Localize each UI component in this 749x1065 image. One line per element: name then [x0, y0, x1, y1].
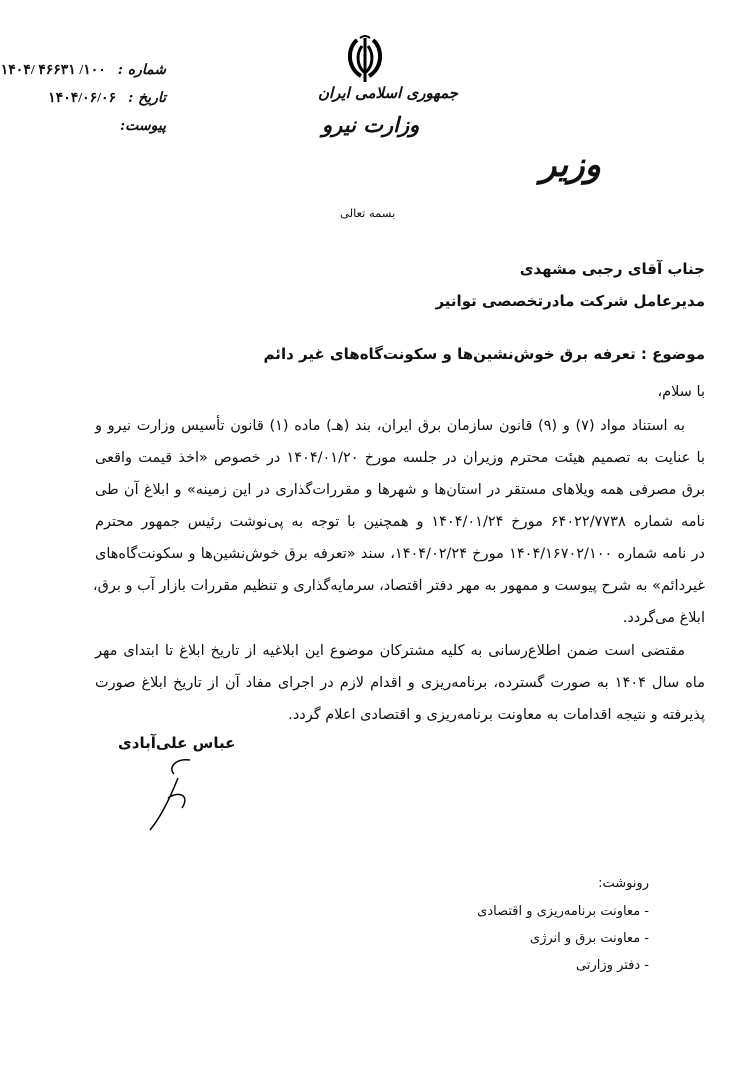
letter-date: ۱۴۰۴/۰۶/۰۶: [48, 91, 117, 106]
letter-number-label: شماره :: [117, 62, 166, 78]
body-line: نامه شماره ۶۴۰۲۲/۷۷۳۸ مورخ ۱۴۰۴/۰۱/۲۴ و همچنین با توجه به پی‌نوشت رئیس جمهور محترم: [95, 514, 706, 530]
body-line: غیردائم» به شرح پیوست و ممهور به مهر دفتر اقتصاد، سرمایه‌گذاری و تنظیم مقررات بازار آب و برق،: [92, 578, 705, 594]
country-name: جمهوری اسلامی ایران: [318, 84, 459, 102]
recipient-name: جناب آقای رجبی مشهدی: [519, 260, 705, 278]
body-line: به استناد مواد (۷) و (۹) قانون سازمان برق ایران، بند (هـ) ماده (۱) قانون تأسیس وزارت نیرو و: [95, 418, 685, 434]
cc-item: - معاونت برنامه‌ریزی و اقتصادی: [477, 904, 649, 919]
body-line: پذیرفته و نتیجه اقدامات به معاونت برنامه‌ریزی و اقتصادی اعلام گردد.: [288, 707, 705, 723]
invocation: بسمه تعالی: [340, 206, 396, 220]
letter-number-row: [1, 62, 166, 79]
letter-number: ۱۴۰۴/ ۴۶۶۳۱ /۱۰۰: [0, 63, 106, 78]
greeting: با سلام،: [657, 384, 705, 400]
attachment-label: پیوست:: [120, 118, 166, 134]
letter-date-label: تاریخ :: [128, 90, 166, 106]
cc-item: - معاونت برق و انرژی: [529, 931, 649, 946]
body-line: برق مصرفی همه ویلاهای مستقر در استان‌ها و شهرها و مقررات‌گذاری در این زمینه» و ابلاغ آن طی: [95, 482, 705, 498]
cc-label: رونوشت:: [598, 876, 649, 891]
body-line: مقتضی است ضمن اطلاع‌رسانی به کلیه مشترکان موضوع این ابلاغیه از تاریخ ابلاغ تا ابتدای مهر: [95, 643, 685, 659]
body-line: با عنایت به تصمیم هیئت محترم وزیران در جلسه مورخ ۱۴۰۴/۰۱/۲۰ در خصوص «اخذ قیمت واقعی: [95, 450, 705, 466]
signatory-name: عباس علی‌آبادی: [118, 734, 236, 752]
body-line: ابلاغ می‌گردد.: [622, 610, 705, 626]
letter-date-row: [48, 90, 166, 107]
handwritten-signature: [120, 758, 210, 838]
subject: موضوع : تعرفه برق خوش‌نشین‌ها و سکونت‌گاه‌های غیر دائم: [263, 345, 705, 363]
body-line: ماه سال ۱۴۰۴ به صورت گسترده، برنامه‌ریزی و اقدام لازم در اجرای مفاد آن از تاریخ ابلاغ صورت: [95, 675, 705, 691]
cc-item: - دفتر وزارتی: [576, 958, 649, 973]
ministry-name: وزارت نیرو: [322, 112, 420, 137]
office-title: وزیر: [540, 145, 602, 185]
body-line: در نامه شماره ۱۴۰۴/۱۶۷۰۲/۱۰۰ مورخ ۱۴۰۴/۰۲/۲۴، سند «تعرفه برق خوش‌نشین‌ها و سکونت‌گاه‌های: [95, 546, 705, 562]
recipient-title: مدیرعامل شرکت مادرتخصصی توانیر: [435, 292, 705, 310]
iran-emblem-icon: [343, 34, 387, 86]
